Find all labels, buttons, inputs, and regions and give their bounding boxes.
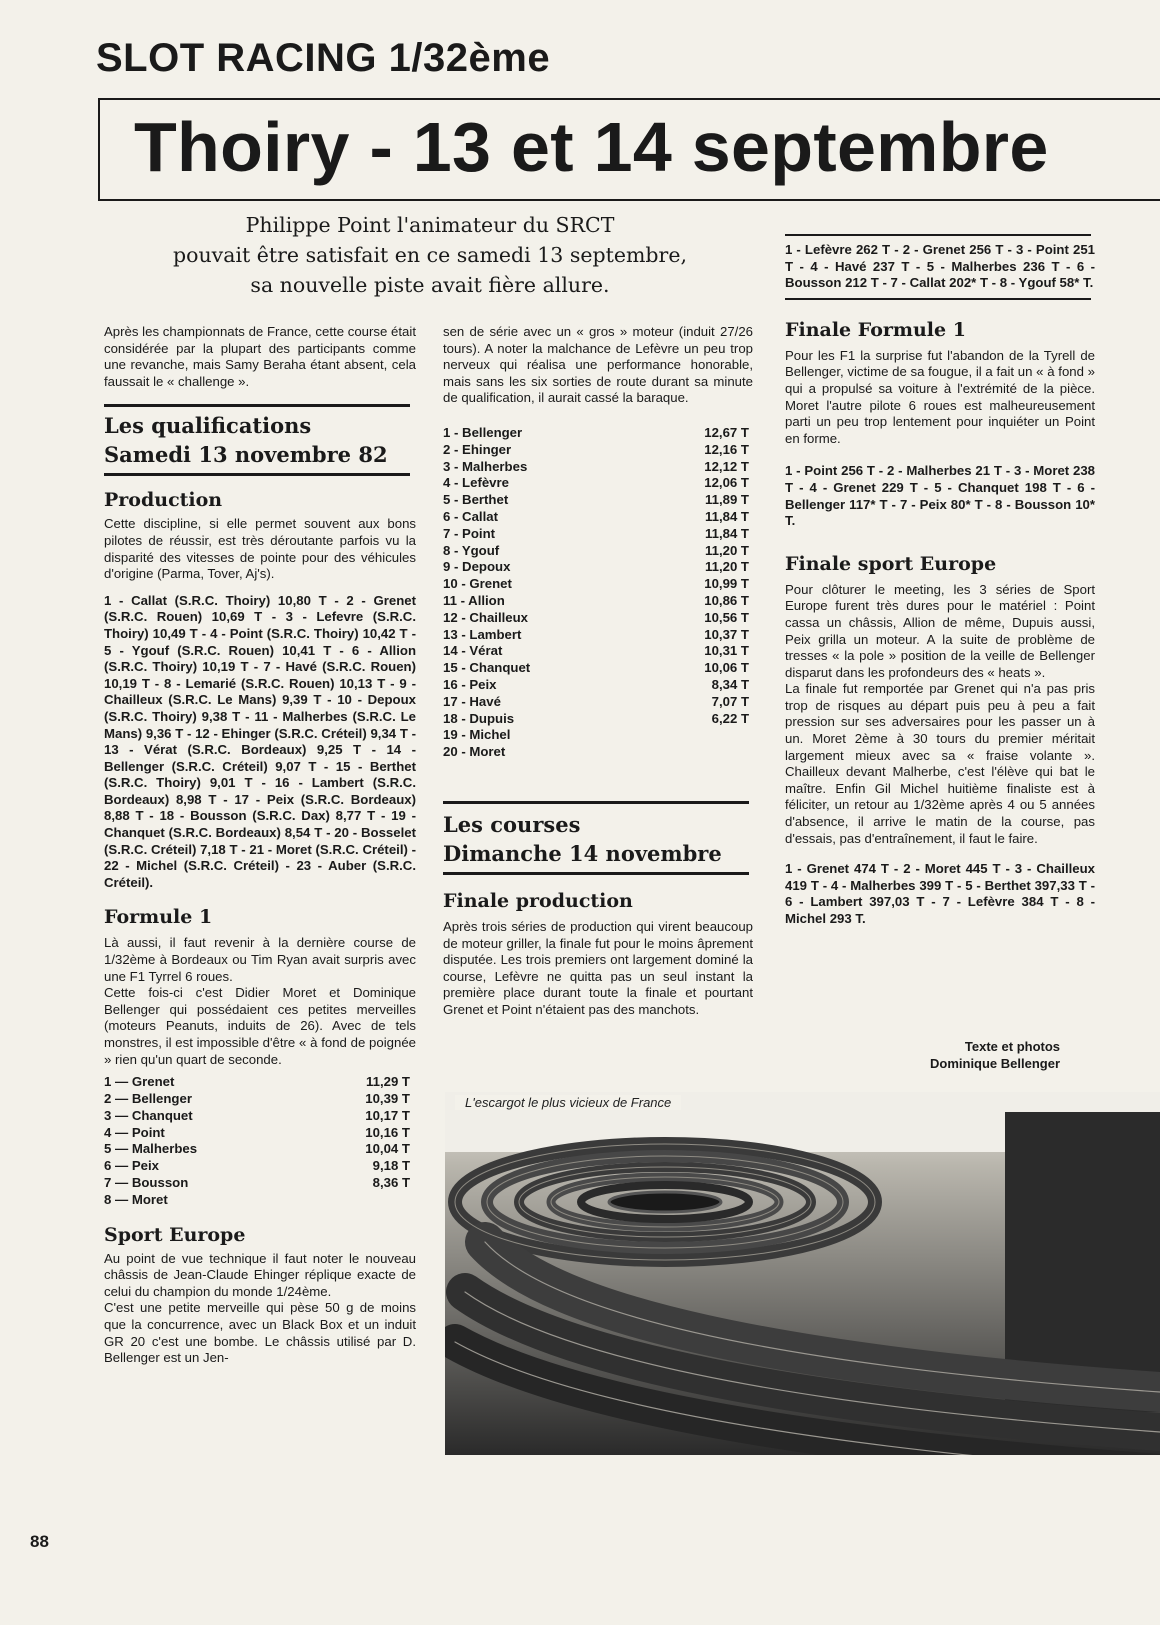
result-time: 10,17 T [365, 1107, 410, 1123]
section-kicker: SLOT RACING 1/32ème [96, 36, 551, 80]
table-row [443, 425, 749, 442]
result-pilot: 4 — Point [104, 1124, 165, 1140]
table-row [443, 627, 749, 644]
result-time: 9,18 T [372, 1158, 410, 1174]
result-time: 10,99 T [704, 576, 749, 592]
result-pilot: 13 - Lambert [443, 626, 522, 642]
sport-europe-text-2: C'est une petite merveille qui pèse 50 g de moins que la concurrence, avec un Black Box et un induit GR 20 c'est une bombe. Le châssis utilisé par D. Bellenger est un Jen- [104, 1300, 416, 1366]
table-row [443, 475, 749, 492]
sport-europe-text-1: Au point de vue technique il faut noter le nouveau châssis de Jean-Claude Ehinger réplique exacte de celui du champion du monde 1/24ème. [104, 1250, 416, 1299]
intro-line: pouvait être satisfait en ce samedi 13 septembre, [172, 243, 688, 267]
result-time: 10,04 T [365, 1141, 410, 1157]
credit-author: Dominique Bellenger [930, 1056, 1061, 1071]
finale-sport-europe-heading: Finale sport Europe [785, 552, 997, 575]
result-pilot: 5 — Malherbes [104, 1141, 198, 1157]
result-pilot: 1 — Grenet [104, 1074, 175, 1090]
result-pilot: 10 - Grenet [443, 576, 512, 592]
finale-production-text: Après trois séries de production qui virent beaucoup de moteur griller, la finale fut pour le moins âprement disputée. Les trois premiers ont largement dominé la course, Lefèvre ne quitta pas un seul instant la première place durant toute la finale et pourtant Grenet et Point n'étaient pas des manchots. [443, 918, 753, 1017]
section-rule [104, 404, 410, 407]
finale-sport-europe-results: 1 - Grenet 474 T - 2 - Moret 445 T - 3 - Chailleux 419 T - 4 - Malherbes 399 T - 5 - Berthet 397,33 T - 6 - Lambert 397,03 T - 7 - Lefèvre 384 T - 8 - Michel 293 T. [785, 861, 1095, 926]
production-heading: Production [104, 489, 223, 512]
result-time: 10,56 T [704, 609, 749, 625]
result-pilot: 2 - Ehinger [443, 441, 512, 457]
finale-sport-europe-text-1: Pour clôturer le meeting, les 3 séries de Sport Europe furent très dures pour le matériel : Point cassa un châssis, Allion de même, Dupuis aussi, Peix grilla un moteur. A la suite de problème de tresses « la pole » position de la veille de Bellenger disparut dans les profondeurs des « heats ». [785, 581, 1095, 680]
table-row [443, 526, 749, 543]
courses-date: Dimanche 14 novembre [443, 840, 722, 866]
result-time: 10,06 T [704, 660, 749, 676]
formule1-heading: Formule 1 [104, 906, 213, 929]
result-time: 11,29 T [366, 1074, 410, 1090]
table-row [443, 509, 749, 526]
result-time: 10,16 T [365, 1124, 410, 1140]
qualifications-heading [104, 411, 416, 469]
result-pilot: 15 - Chanquet [443, 660, 531, 676]
right-column [785, 234, 1095, 928]
table-row [443, 492, 749, 509]
result-time: 12,06 T [704, 475, 749, 491]
result-pilot: 6 — Peix [104, 1158, 159, 1174]
result-pilot: 6 - Callat [443, 508, 498, 524]
formule1-text-2: Cette fois-ci c'est Didier Moret et Dominique Bellenger qui possédaient ces petites merveilles (moteurs Peanuts, induits de 26). Avec de tels monstres, il est impossible d'être « à fond de poignée » rien qu'un quart de seconde. [104, 985, 416, 1067]
table-row [104, 1091, 410, 1108]
result-time: 6,22 T [711, 710, 749, 726]
table-row [104, 1141, 410, 1158]
result-time: 12,16 T [704, 441, 749, 457]
middle-continued-paragraph: sen de série avec un « gros » moteur (induit 27/26 tours). A noter la malchance de Lefèvre un peu trop nerveux qui réalisa une performance honorable, mais sans les six sorties de route durant sa minute de qualification, il aurait cassé la baraque. [443, 324, 753, 406]
table-row [443, 442, 749, 459]
courses-title: Les courses [443, 811, 581, 837]
formule1-results-table [104, 1074, 410, 1208]
table-row [104, 1158, 410, 1175]
finale-production-results: 1 - Lefèvre 262 T - 2 - Grenet 256 T - 3 - Point 251 T - 4 - Havé 237 T - 5 - Malherbes 236 T - 6 - Bousson 212 T - 7 - Callat 202* T - 8 - Ygouf 58* T. [785, 242, 1095, 291]
table-row [443, 576, 749, 593]
formule1-text-1: Là aussi, il faut revenir à la dernière course de 1/32ème à Bordeaux ou Tim Ryan avait surpris avec une F1 Tyrrel 6 roues. [104, 935, 416, 984]
result-time: 12,12 T [704, 458, 749, 474]
photo-credit [930, 1038, 1060, 1072]
result-time: 11,20 T [705, 559, 749, 575]
result-pilot: 8 - Ygouf [443, 542, 500, 558]
sport-europe-heading: Sport Europe [104, 1223, 246, 1246]
section-rule [104, 473, 410, 476]
result-pilot: 2 — Bellenger [104, 1090, 192, 1106]
finale-formule1-text: Pour les F1 la surprise fut l'abandon de la Tyrell de Bellenger, victime de sa fougue, il a fait un « à fond » qui a propulsé sa voiture à l'extrémité de la pièce. Moret l'autre pilote 6 roues est malheureusement parti un peu trop lentement pour inquiéter un Point en forme. [785, 347, 1095, 446]
result-pilot: 3 — Chanquet [104, 1107, 193, 1123]
sport-europe-qualifying-table [443, 425, 749, 761]
result-pilot: 7 — Bousson [104, 1174, 189, 1190]
table-row [443, 727, 749, 744]
middle-column [443, 324, 753, 1018]
finale-production-heading: Finale production [443, 889, 633, 912]
result-pilot: 7 - Point [443, 525, 496, 541]
result-time: 10,39 T [365, 1090, 410, 1106]
result-time: 10,37 T [704, 626, 749, 642]
result-time [311, 1192, 410, 1209]
result-time: 10,86 T [704, 592, 749, 608]
credit-line: Texte et photos [964, 1039, 1061, 1054]
intro-line: Philippe Point l'animateur du SRCT [245, 213, 615, 237]
table-row [443, 610, 749, 627]
result-time: 7,07 T [711, 693, 749, 709]
result-time [645, 744, 749, 761]
result-time [645, 727, 749, 744]
result-time: 12,67 T [704, 424, 749, 440]
result-time: 11,20 T [705, 542, 749, 558]
table-row [104, 1074, 410, 1091]
result-pilot: 14 - Vérat [443, 643, 503, 659]
result-pilot: 1 - Bellenger [443, 424, 523, 440]
result-time: 11,89 T [705, 492, 749, 508]
result-time: 11,84 T [705, 525, 749, 541]
title-banner [98, 98, 1160, 201]
qualifications-title: Les qualifications [104, 413, 312, 439]
result-pilot: 11 - Allion [443, 592, 505, 608]
table-row [104, 1192, 410, 1209]
result-pilot: 17 - Havé [443, 693, 501, 709]
track-photo [445, 1092, 1160, 1455]
intro-lead [150, 210, 710, 300]
courses-heading [443, 810, 753, 868]
article-title: Thoiry - 13 et 14 septembre [134, 108, 1049, 186]
page-number: 88 [30, 1532, 49, 1551]
left-intro-paragraph: Après les championnats de France, cette course était considérée par la plupart des participants comme une revanche, mais Samy Beraha étant absent, cela faussait le « challenge ». [104, 324, 416, 389]
result-pilot: 5 - Berthet [443, 492, 509, 508]
table-row [443, 694, 749, 711]
section-rule [785, 234, 1091, 236]
table-row [443, 711, 749, 728]
result-pilot: 9 - Depoux [443, 559, 511, 575]
finale-formule1-heading: Finale Formule 1 [785, 318, 966, 341]
result-time: 8,34 T [711, 676, 749, 692]
result-pilot: 4 - Lefèvre [443, 475, 509, 491]
section-rule [443, 872, 749, 875]
result-time: 8,36 T [372, 1174, 410, 1190]
photo-caption: L'escargot le plus vicieux de France [455, 1095, 681, 1110]
table-row [104, 1175, 410, 1192]
slot-track-image [445, 1092, 1160, 1455]
table-row [443, 543, 749, 560]
left-column [104, 324, 416, 1367]
intro-line: sa nouvelle piste avait fière allure. [250, 273, 610, 297]
result-time: 11,84 T [705, 508, 749, 524]
section-rule [785, 298, 1091, 300]
result-pilot: 20 - Moret [443, 744, 506, 760]
table-row [443, 677, 749, 694]
table-row [443, 643, 749, 660]
result-pilot: 19 - Michel [443, 727, 511, 743]
table-row [104, 1125, 410, 1142]
table-row [443, 559, 749, 576]
table-row [443, 459, 749, 476]
section-rule [443, 801, 749, 804]
result-pilot: 18 - Dupuis [443, 710, 515, 726]
table-row [443, 593, 749, 610]
result-pilot: 8 — Moret [104, 1191, 168, 1207]
result-time: 10,31 T [704, 643, 749, 659]
production-results: 1 - Callat (S.R.C. Thoiry) 10,80 T - 2 - Grenet (S.R.C. Rouen) 10,69 T - 3 - Lefevre (S.R.C. Thoiry) 10,49 T - 4 - Point (S.R.C. Thoiry) 10,42 T - 5 - Ygouf (S.R.C. Rouen) 10,41 T - 6 - Allion (S.R.C. Thoiry) 10,19 T - 7 - Havé (S.R.C. Rouen) 10,19 T - 8 - Lemarié (S.R.C. Rouen) 10,13 T - 9 - Chailleux (S.R.C. Le Mans) 9,39 T - 10 - Depoux (S.R.C. Thoiry) 9,38 T - 11 - Malherbes (S.R.C. Le Mans) 9,36 T - 12 - Ehinger (S.R.C. Créteil) 9,34 T - 13 - Vérat (S.R.C. Bordeaux) 9,25 T - 14 - Bellenger (S.R.C. Créteil) 9,07 T - 15 - Berthet (S.R.C. Thoiry) 9,01 T - 16 - Lambert (S.R.C. Bordeaux) 8,98 T - 17 - Peix (S.R.C. Bordeaux) 8,88 T - 18 - Bousson (S.R.C. Dax) 8,77 T - 19 - Chanquet (S.R.C. Bordeaux) 8,54 T - 20 - Bosselet (S.R.C. Créteil) 7,18 T - 21 - Moret (S.R.C. Créteil) - 22 - Michel (S.R.C. Créteil) - 23 - Auber (S.R.C. Créteil). [104, 592, 416, 890]
finale-formule1-results: 1 - Point 256 T - 2 - Malherbes 21 T - 3 - Moret 238 T - 4 - Grenet 229 T - 5 - Chanquet 198 T - 6 - Bellenger 117* T - 7 - Peix 80* T - 8 - Bousson 10* T. [785, 463, 1095, 529]
table-row [443, 660, 749, 677]
finale-sport-europe-text-2: La finale fut remportée par Grenet qui n'a pas pris trop de risques au départ puis peu à peu a fait pression sur ses adversaires pour les passer un à un. Moret 2ème à 30 tours du premier méritait largement mieux avec sa « fraise volante ». Chailleux devant Malherbe, c'est l'élève qui bat le maître. Enfin Gil Michel huitième finaliste est à féliciter, un retour au 1/32ème après 4 ou 5 années d'absence, il arrive le matin de la course, pas d'essais, pas d'entraînement, il faut le faire. [785, 681, 1095, 846]
table-row [104, 1108, 410, 1125]
production-text: Cette discipline, si elle permet souvent aux bons pilotes de réussir, est très déroutante parfois vu la disparité des vitesses de pointe pour des véhicules d'origine (Parma, Tover, Aj's). [104, 516, 416, 582]
table-row [443, 744, 749, 761]
result-pilot: 12 - Chailleux [443, 609, 529, 625]
qualifications-date: Samedi 13 novembre 82 [104, 442, 388, 468]
result-pilot: 16 - Peix [443, 676, 497, 692]
result-pilot: 3 - Malherbes [443, 458, 528, 474]
